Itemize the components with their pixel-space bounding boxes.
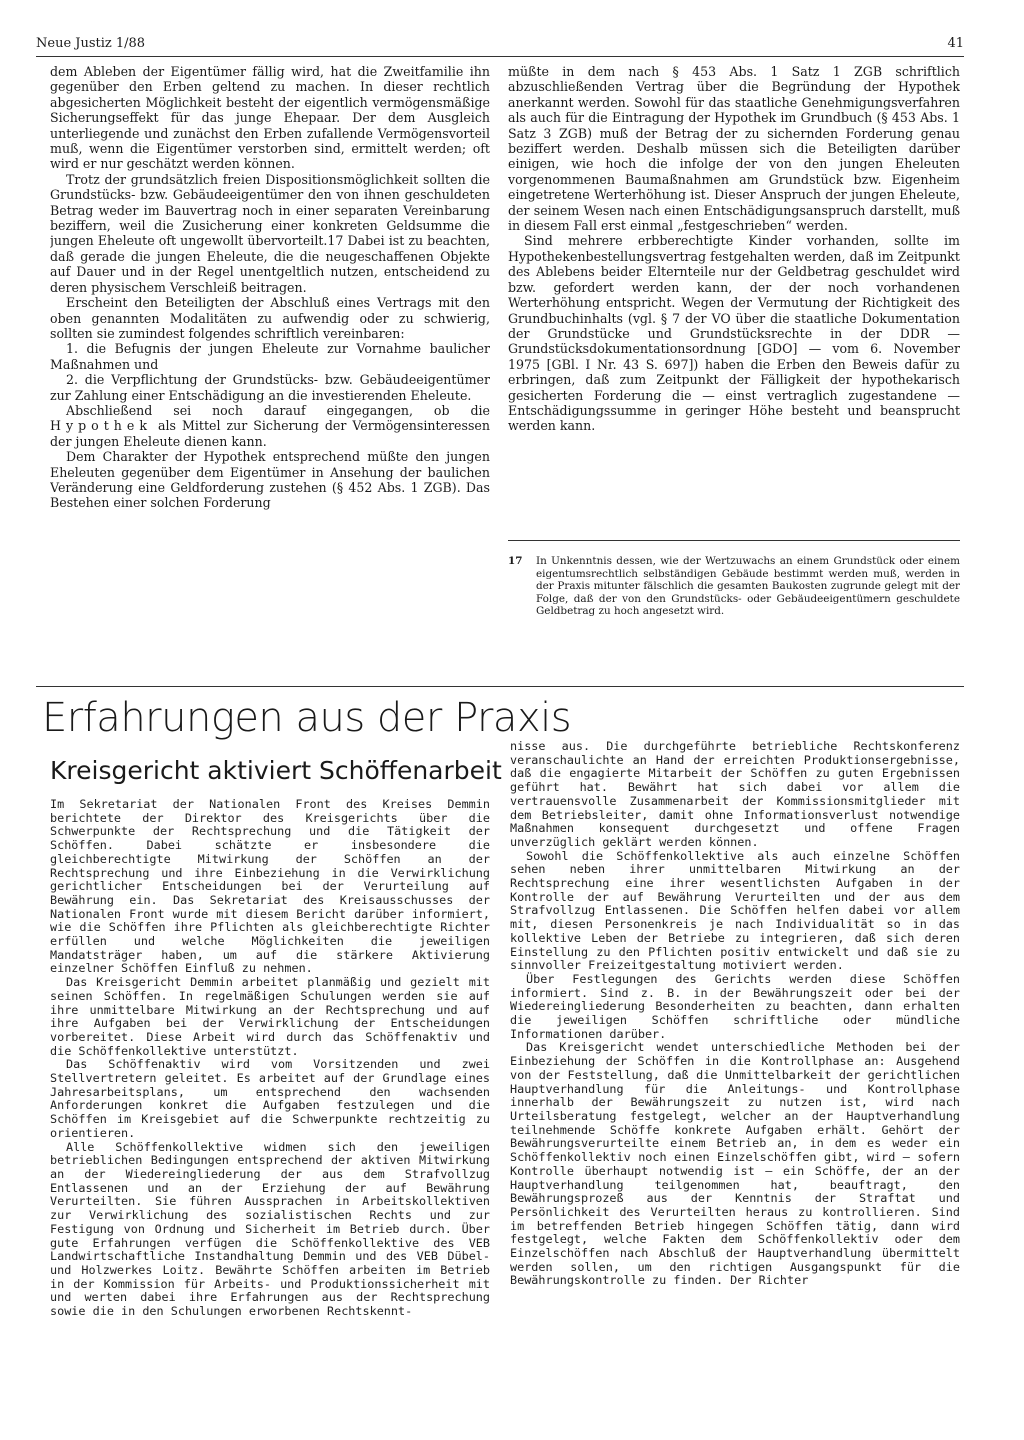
paragraph (50, 403, 490, 449)
hypothek-emphasis: Hypothek (50, 418, 152, 434)
section-title: Erfahrungen aus der Praxis (42, 695, 572, 741)
section-rule (36, 686, 964, 687)
footnote-number: 17 (508, 555, 523, 567)
paragraph: Das Schöffenaktiv wird vom Vorsitzenden und zwei Stellvertretern geleitet. Es arbeitet auf der Grundlage eines Jahresarbeitsplans, um entsprechend den wachsenden Anforderungen konkret die Aufgaben festzulegen und die Schöffen im Kreisgebiet auf die Schwerpunkte rechtzeitig zu orientieren. (50, 1057, 490, 1140)
hypothek-intro: Abschließend sei noch darauf eingegangen, ob die (66, 402, 490, 418)
paragraph: Sowohl die Schöffenkollektive als auch einzelne Schöffen sehen neben ihrer unmittelbaren Mitwirkung an der Rechtsprechung eine ihrer wesentlichsten Aufgaben in der Kontrolle der auf Bewährung Verurteilten und der aus dem Strafvollzug Entlassenen. Die Schöffen helfen dabei vor allem mit, diesen Personenkreis je nach Individualität so in das kollektive Leben der Betriebe zu integrieren, daß sich deren Einstellung zu den Pflichten positiv entwickelt und daß sie zu sinnvoller Freizeitgestaltung motiviert werden. (510, 848, 960, 973)
paragraph: Das Kreisgericht Demmin arbeitet planmäßig und gezielt mit seinen Schöffen. In regelmäßigen Schulungen werden sie auf ihre unmittelbare Mitwirkung an der Rechtsprechung und auf ihre Aufgaben bei der Verwirklichung der Entscheidungen vorbereitet. Diese Arbeit wird durch das Schöffenaktiv und die Schöffenkollektive unterstützt. (50, 975, 490, 1058)
article-right-column (510, 740, 960, 1412)
footnote-rule (508, 540, 960, 541)
top-left-column (50, 64, 490, 630)
paragraph: Das Kreisgericht wendet unterschiedliche Methoden bei der Einbeziehung der Schöffen in die Kontrollphase an: Ausgehend von der Feststellung, daß die Unmittelbarkeit der gerichtlichen Hauptverhandlung für die Anleitungs- und Kontrollphase innerhalb der Bewährungszeit zu nutzen ist, wird nach Urteilsberatung festgelegt, welcher an der Hauptverhandlung teilnehmende Schöffe konkrete Aufgaben erhält. Gehört der Bewährungsverurteilte einem Betrieb an, in dem es weder ein Schöffenkollektiv noch einen Einzelschöffen gibt, wird — sofern Kontrolle überhaupt notwendig ist — ein Schöffe, der an der Hauptverhandlung teilgenommen hat, beauftragt, den Bewährungsprozeß aus der Kenntnis der Straftat und Persönlichkeit des Verurteilten heraus zu kontrollieren. Sind im betreffenden Betrieb hingegen Schöffen tätig, dann wird festgelegt, welche Fakten dem Schöffenkollektiv oder dem Einzelschöffen nach Abschluß der Hauptverhandlung übermittelt werden sollen, um den richtigen Ausgangspunkt für die Bewährungskontrolle zu finden. Der Richter (510, 1040, 960, 1288)
article-left-column (50, 798, 490, 1413)
header-rule (36, 56, 964, 57)
top-right-column (508, 64, 960, 520)
paragraph: Sind mehrere erbberechtigte Kinder vorhanden, sollte im Hypothekenbestellungsvertrag festgehalten werden, daß im Zeitpunkt des Ablebens beider Elternteile nur der Geldbetrag geschuldet wird bzw. gefordert werden kann, der der noch vorhandenen Werterhöhung entspricht. Wegen der Vermutung der Richtigkeit des Grundbuchinhalts (vgl. § 7 der VO über die staatliche Dokumentation der Grundstücke und Grundstücksrechte in der DDR — Grundstücksdokumentationsordnung [GDO] — vom 6. November 1975 [GBl. I Nr. 43 S. 697]) haben die Erben den Beweis dafür zu erbringen, daß zum Zeitpunkt der Fälligkeit der hypothekarisch gesicherten Forderung die — einst vertraglich zugestandene — Entschädigungssumme in geringer Höhe besteht und beansprucht werden kann. (508, 233, 960, 434)
paragraph: nisse aus. Die durchgeführte betriebliche Rechtskonferenz veranschaulichte an Hand der erreichten Produktionsergebnisse, daß die engagierte Mitarbeit der Schöffen zu guten Ergebnissen geführt hat. Bewährt hat sich dabei vor allem die vertrauensvolle Zusammenarbeit der Kommissionsmitglieder mit dem Betriebsleiter, damit ohne Informationsverlust notwendige Maßnahmen konsequent durchgesetzt und offene Fragen unverzüglich geklärt werden können. (510, 740, 960, 849)
article-title: Kreisgericht aktiviert Schöffenarbeit (50, 756, 502, 785)
list-item: 2. die Verpflichtung der Grundstücks- bzw. Gebäudeeigentümer zur Zahlung einer Entschädigung an die investierenden Eheleute. (50, 372, 490, 403)
page-number: 41 (947, 36, 964, 51)
paragraph: Erscheint den Beteiligten der Abschluß eines Vertrags mit den oben genannten Modalitäten zu aufwendig oder zu schwierig, sollten sie zumindest folgendes schriftlich vereinbaren: (50, 295, 490, 341)
journal-issue: Neue Justiz 1/88 (36, 36, 146, 51)
list-item: 1. die Befugnis der jungen Eheleute zur Vornahme baulicher Maßnahmen und (50, 341, 490, 372)
hypothek-rest: als Mittel zur Sicherung der Vermögensinteressen der jungen Eheleute dienen kann. (50, 418, 490, 449)
paragraph: Im Sekretariat der Nationalen Front des Kreises Demmin berichtete der Direktor des Kreisgerichts über die Schwerpunkte der Rechtsprechung und die Tätigkeit der Schöffen. Dabei schätzte er insbesondere die gleichberechtigte Mitwirkung der Schöffen an der Rechtsprechung und ihre Einbeziehung in die Verwirklichung gerichtlicher Entscheidungen bei der Verurteilung auf Bewährung ein. Das Sekretariat des Kreisausschusses der Nationalen Front wurde mit diesem Bericht darüber informiert, wie die Schöffen ihre Pflichten als gleichberechtigte Richter erfüllen und welche Möglichkeiten die jeweiligen Mandatsträger haben, um auf die stärkere Aktivierung einzelner Schöffen Einfluß zu nehmen. (50, 798, 490, 976)
paragraph: dem Ableben der Eigentümer fällig wird, hat die Zweitfamilie ihn gegenüber den Erben geltend zu machen. In dieser rechtlich abgesicherten Möglichkeit besteht der eigentlich vermögensmäßige Sicherungseffekt für das junge Ehepaar. Der dem Ausgleich unterliegende und zunächst den Erben zufallende Vermögensvorteil muß, wenn die Eigentümer verstorben sind, ermittelt werden; oft wird er nur geschätzt werden können. (50, 64, 490, 172)
page-header (36, 36, 964, 51)
paragraph: Über Festlegungen des Gerichts werden diese Schöffen informiert. Sind z. B. in der Bewährungszeit oder bei der Wiedereingliederung Besonderheiten zu beachten, dann erhalten die jeweiligen Schöffen schriftliche oder mündliche Informationen darüber. (510, 971, 960, 1041)
paragraph: Alle Schöffenkollektive widmen sich den jeweiligen betrieblichen Bedingungen entsprechend der aktiven Mitwirkung an der Wiedereingliederung der aus dem Strafvollzug Entlassenen und an der Erziehung der auf Bewährung Verurteilten. Sie führen Aussprachen in Arbeitskollektiven zur Verwirklichung des sozialistischen Rechts und zur Festigung von Ordnung und Sicherheit im Betrieb durch. Über gute Erfahrungen verfügen die Schöffenkollektive des VEB Landwirtschaftliche Instandhaltung Demmin und des VEB Dübel- und Holzwerkes Loitz. Bewährte Schöffen arbeiten im Betrieb in der Kommission für Arbeits- und Produktionssicherheit mit und werten dabei ihre Erfahrungen aus der Rechtsprechung sowie die in den Schulungen erworbenen Rechtskennt- (50, 1139, 490, 1319)
footnote-text: In Unkenntnis dessen, wie der Wertzuwachs an einem Grundstück oder einem eigentumsrechtlich selbständigen Gebäude bestimmt werden muß, werden in der Praxis mitunter fälschlich die gesamten Baukosten zugrunde gelegt mit der Folge, daß der von den Grundstücks- oder Gebäudeeigentümern geschuldete Geldbetrag zu hoch angesetzt wird. (536, 555, 960, 618)
paragraph: Dem Charakter der Hypothek entsprechend müßte den jungen Eheleuten gegenüber dem Eigentümer in Ansehung der baulichen Veränderung eine Geldforderung zustehen (§ 452 Abs. 1 ZGB). Das Bestehen einer solchen Forderung (50, 449, 490, 511)
paragraph: Trotz der grundsätzlich freien Dispositionsmöglichkeit sollten die Grundstücks- bzw. Gebäudeeigentümer den von ihnen geschuldeten Betrag weder im Bauvertrag noch in einer separaten Vereinbarung beziffern, weil die Zusicherung einer konkreten Geldsumme die jungen Eheleute oft ungewollt übervorteilt.17 Dabei ist zu beachten, daß gerade die jungen Eheleute, die die neugeschaffenen Objekte auf Dauer und in der Regel unentgeltlich nutzen, entscheidend zu deren physischem Verschleiß beitragen. (50, 171, 490, 295)
paragraph: müßte in dem nach § 453 Abs. 1 Satz 1 ZGB schriftlich abzuschließenden Vertrag über die Begründung der Hypothek anerkannt werden. Sowohl für das staatliche Genehmigungsverfahren als auch für die Eintragung der Hypothek im Grundbuch (§ 453 Abs. 1 Satz 3 ZGB) muß der Betrag der zu sichernden Forderung genau beziffert werden. Deshalb müssen sich die Beteiligten darüber einigen, wie hoch die infolge der von den jungen Eheleuten vorgenommenen Baumaßnahmen am Grundstück bzw. Eigenheim eingetretene Werterhöhung ist. Dieser Anspruch der jungen Eheleute, der seinem Wesen nach einen Entschädigungsanspruch darstellt, muß in diesem Fall erst einmal „festgeschrieben“ werden. (508, 64, 960, 234)
footnote (508, 555, 960, 635)
